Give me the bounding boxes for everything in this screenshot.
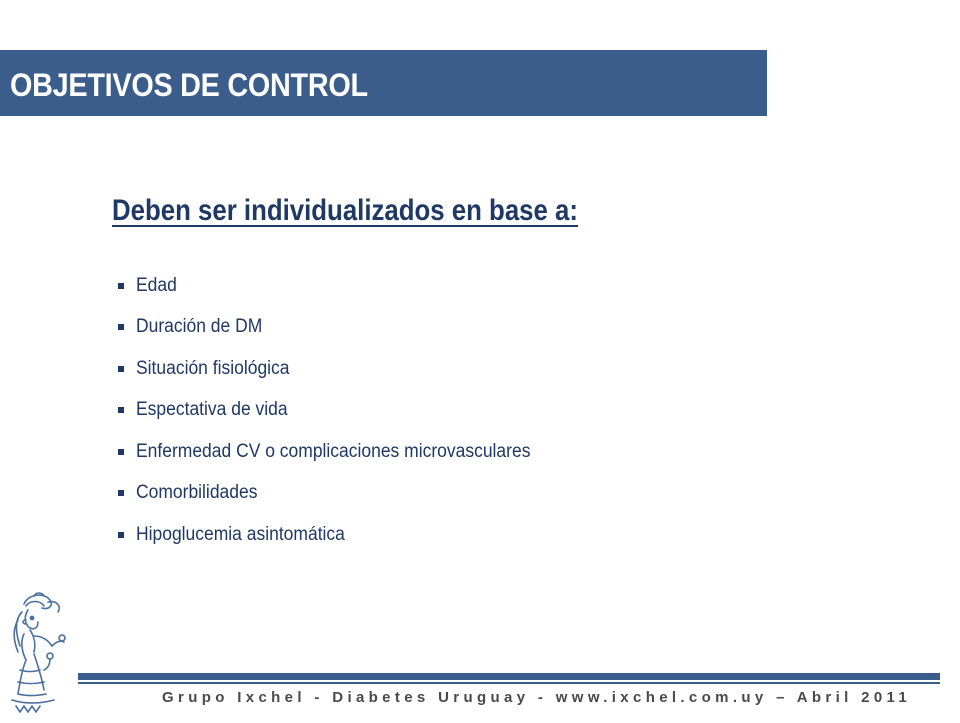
mayan-goddess-logo-icon — [4, 590, 72, 718]
square-bullet-icon — [118, 449, 124, 455]
footer-credits: Grupo Ixchel - Diabetes Uruguay - www.ixchel.com.uy – Abril 2011 — [162, 689, 912, 706]
bullet-item — [118, 473, 565, 515]
square-bullet-icon — [118, 532, 124, 538]
bullet-item — [118, 390, 565, 432]
bullet-item — [118, 431, 565, 473]
square-bullet-icon — [118, 490, 124, 496]
slide-subtitle: Deben ser individualizados en base a: — [112, 194, 578, 227]
square-bullet-icon — [118, 407, 124, 413]
bullet-text: Espectativa de vida — [136, 399, 288, 421]
bullet-item — [118, 348, 565, 390]
bullet-text: Duración de DM — [136, 316, 263, 338]
bullet-text: Enfermedad CV o complicaciones microvasculares — [136, 440, 531, 462]
footer-divider-thin — [78, 682, 940, 684]
bullet-text: Comorbilidades — [136, 482, 258, 504]
bullet-text: Situación fisiológica — [136, 357, 290, 379]
bullet-item — [118, 514, 565, 556]
bullet-text: Hipoglucemia asintomática — [136, 523, 345, 545]
footer-divider-thick — [78, 673, 940, 680]
square-bullet-icon — [118, 366, 124, 372]
square-bullet-icon — [118, 324, 124, 330]
title-bar — [0, 50, 767, 116]
bullet-list — [118, 265, 565, 556]
slide-title: OBJETIVOS DE CONTROL — [10, 67, 368, 103]
bullet-item — [118, 307, 565, 349]
bullet-text: Edad — [136, 274, 177, 296]
bullet-item — [118, 265, 565, 307]
square-bullet-icon — [118, 283, 124, 289]
